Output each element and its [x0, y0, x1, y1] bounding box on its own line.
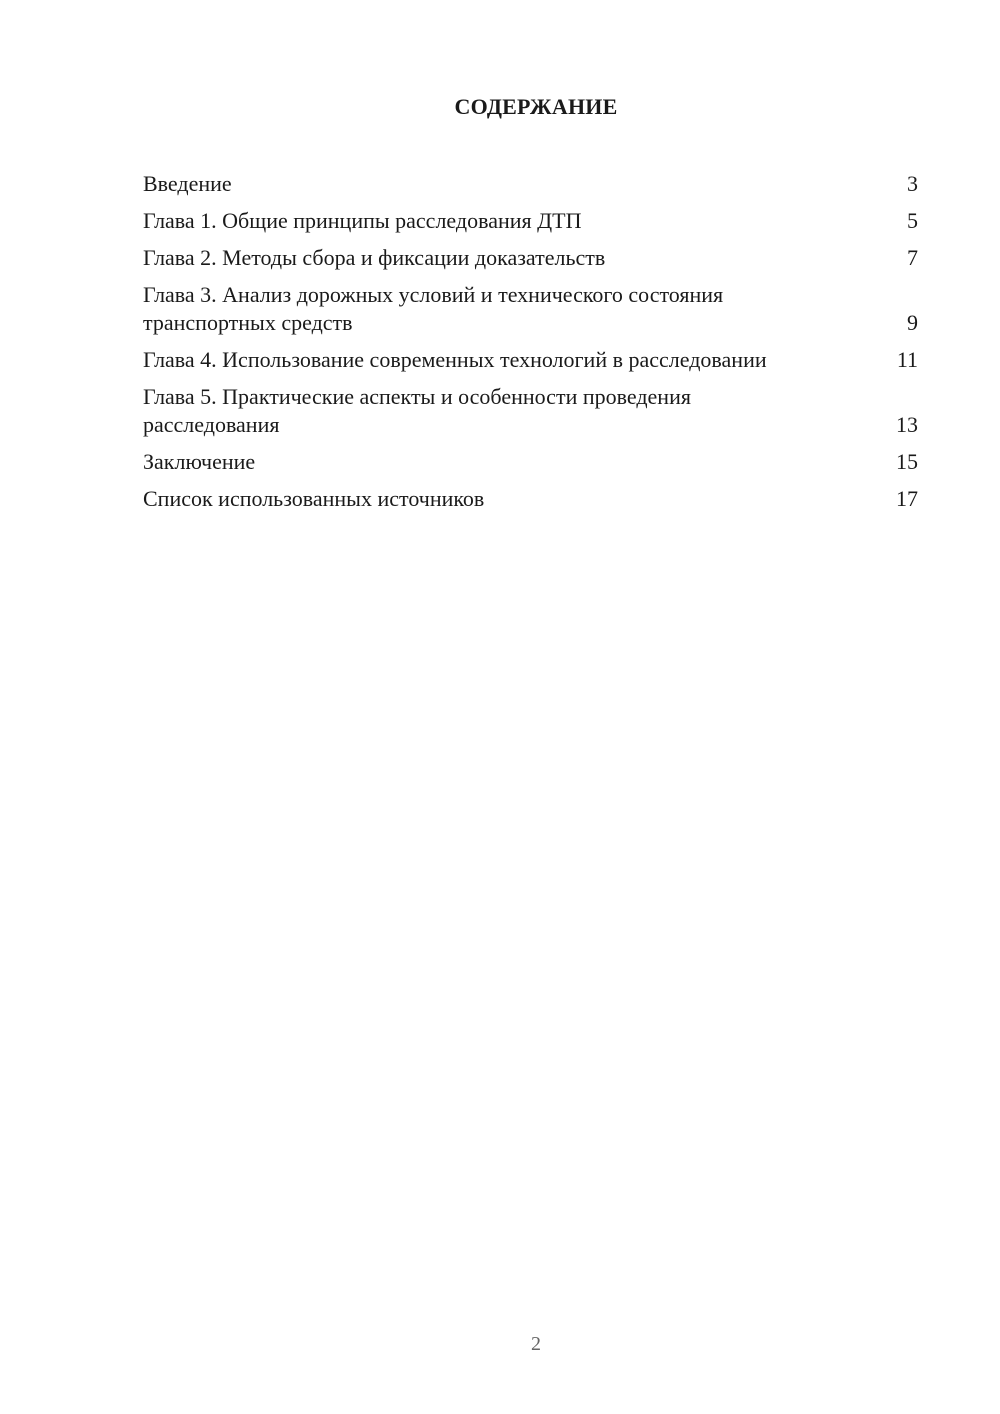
- toc-entry-chapter-3[interactable]: [143, 281, 918, 337]
- toc-entry-text: Введение: [143, 171, 232, 196]
- toc-entry-introduction[interactable]: [143, 170, 918, 198]
- toc-entry-page: 5: [907, 208, 918, 233]
- toc-entry-references[interactable]: [143, 485, 918, 513]
- toc-entry-conclusion[interactable]: [143, 448, 918, 476]
- toc-entry-page: 11: [896, 347, 918, 372]
- toc-entry-text: Глава 4. Использование современных технологий в расследовании: [143, 347, 767, 372]
- toc-entry-page: 7: [907, 245, 918, 270]
- toc-entry-text: Заключение: [143, 449, 256, 474]
- toc-entry-page: 13: [896, 412, 918, 437]
- toc-entry-page: 9: [907, 310, 918, 335]
- toc-entry-chapter-4[interactable]: [143, 346, 918, 374]
- toc-entry-page: 15: [896, 449, 918, 474]
- toc-entry-text: Список использованных источников: [143, 486, 485, 511]
- toc-list: [143, 170, 918, 522]
- toc-entry-chapter-5[interactable]: [143, 383, 918, 439]
- toc-title: СОДЕРЖАНИЕ: [454, 94, 618, 119]
- toc-entry-chapter-2[interactable]: [143, 244, 918, 272]
- toc-entry-text: Глава 3. Анализ дорожных условий и технического состояния транспортных средств: [143, 282, 724, 335]
- toc-entry-text: Глава 2. Методы сбора и фиксации доказательств: [143, 245, 606, 270]
- toc-entry-page: 17: [896, 486, 918, 511]
- toc-entry-chapter-1[interactable]: [143, 207, 918, 235]
- toc-entry-page: 3: [907, 171, 918, 196]
- page-number: 2: [531, 1333, 541, 1355]
- toc-entry-text: Глава 5. Практические аспекты и особенности проведения расследования: [143, 384, 691, 437]
- toc-entry-text: Глава 1. Общие принципы расследования ДТП: [143, 208, 582, 233]
